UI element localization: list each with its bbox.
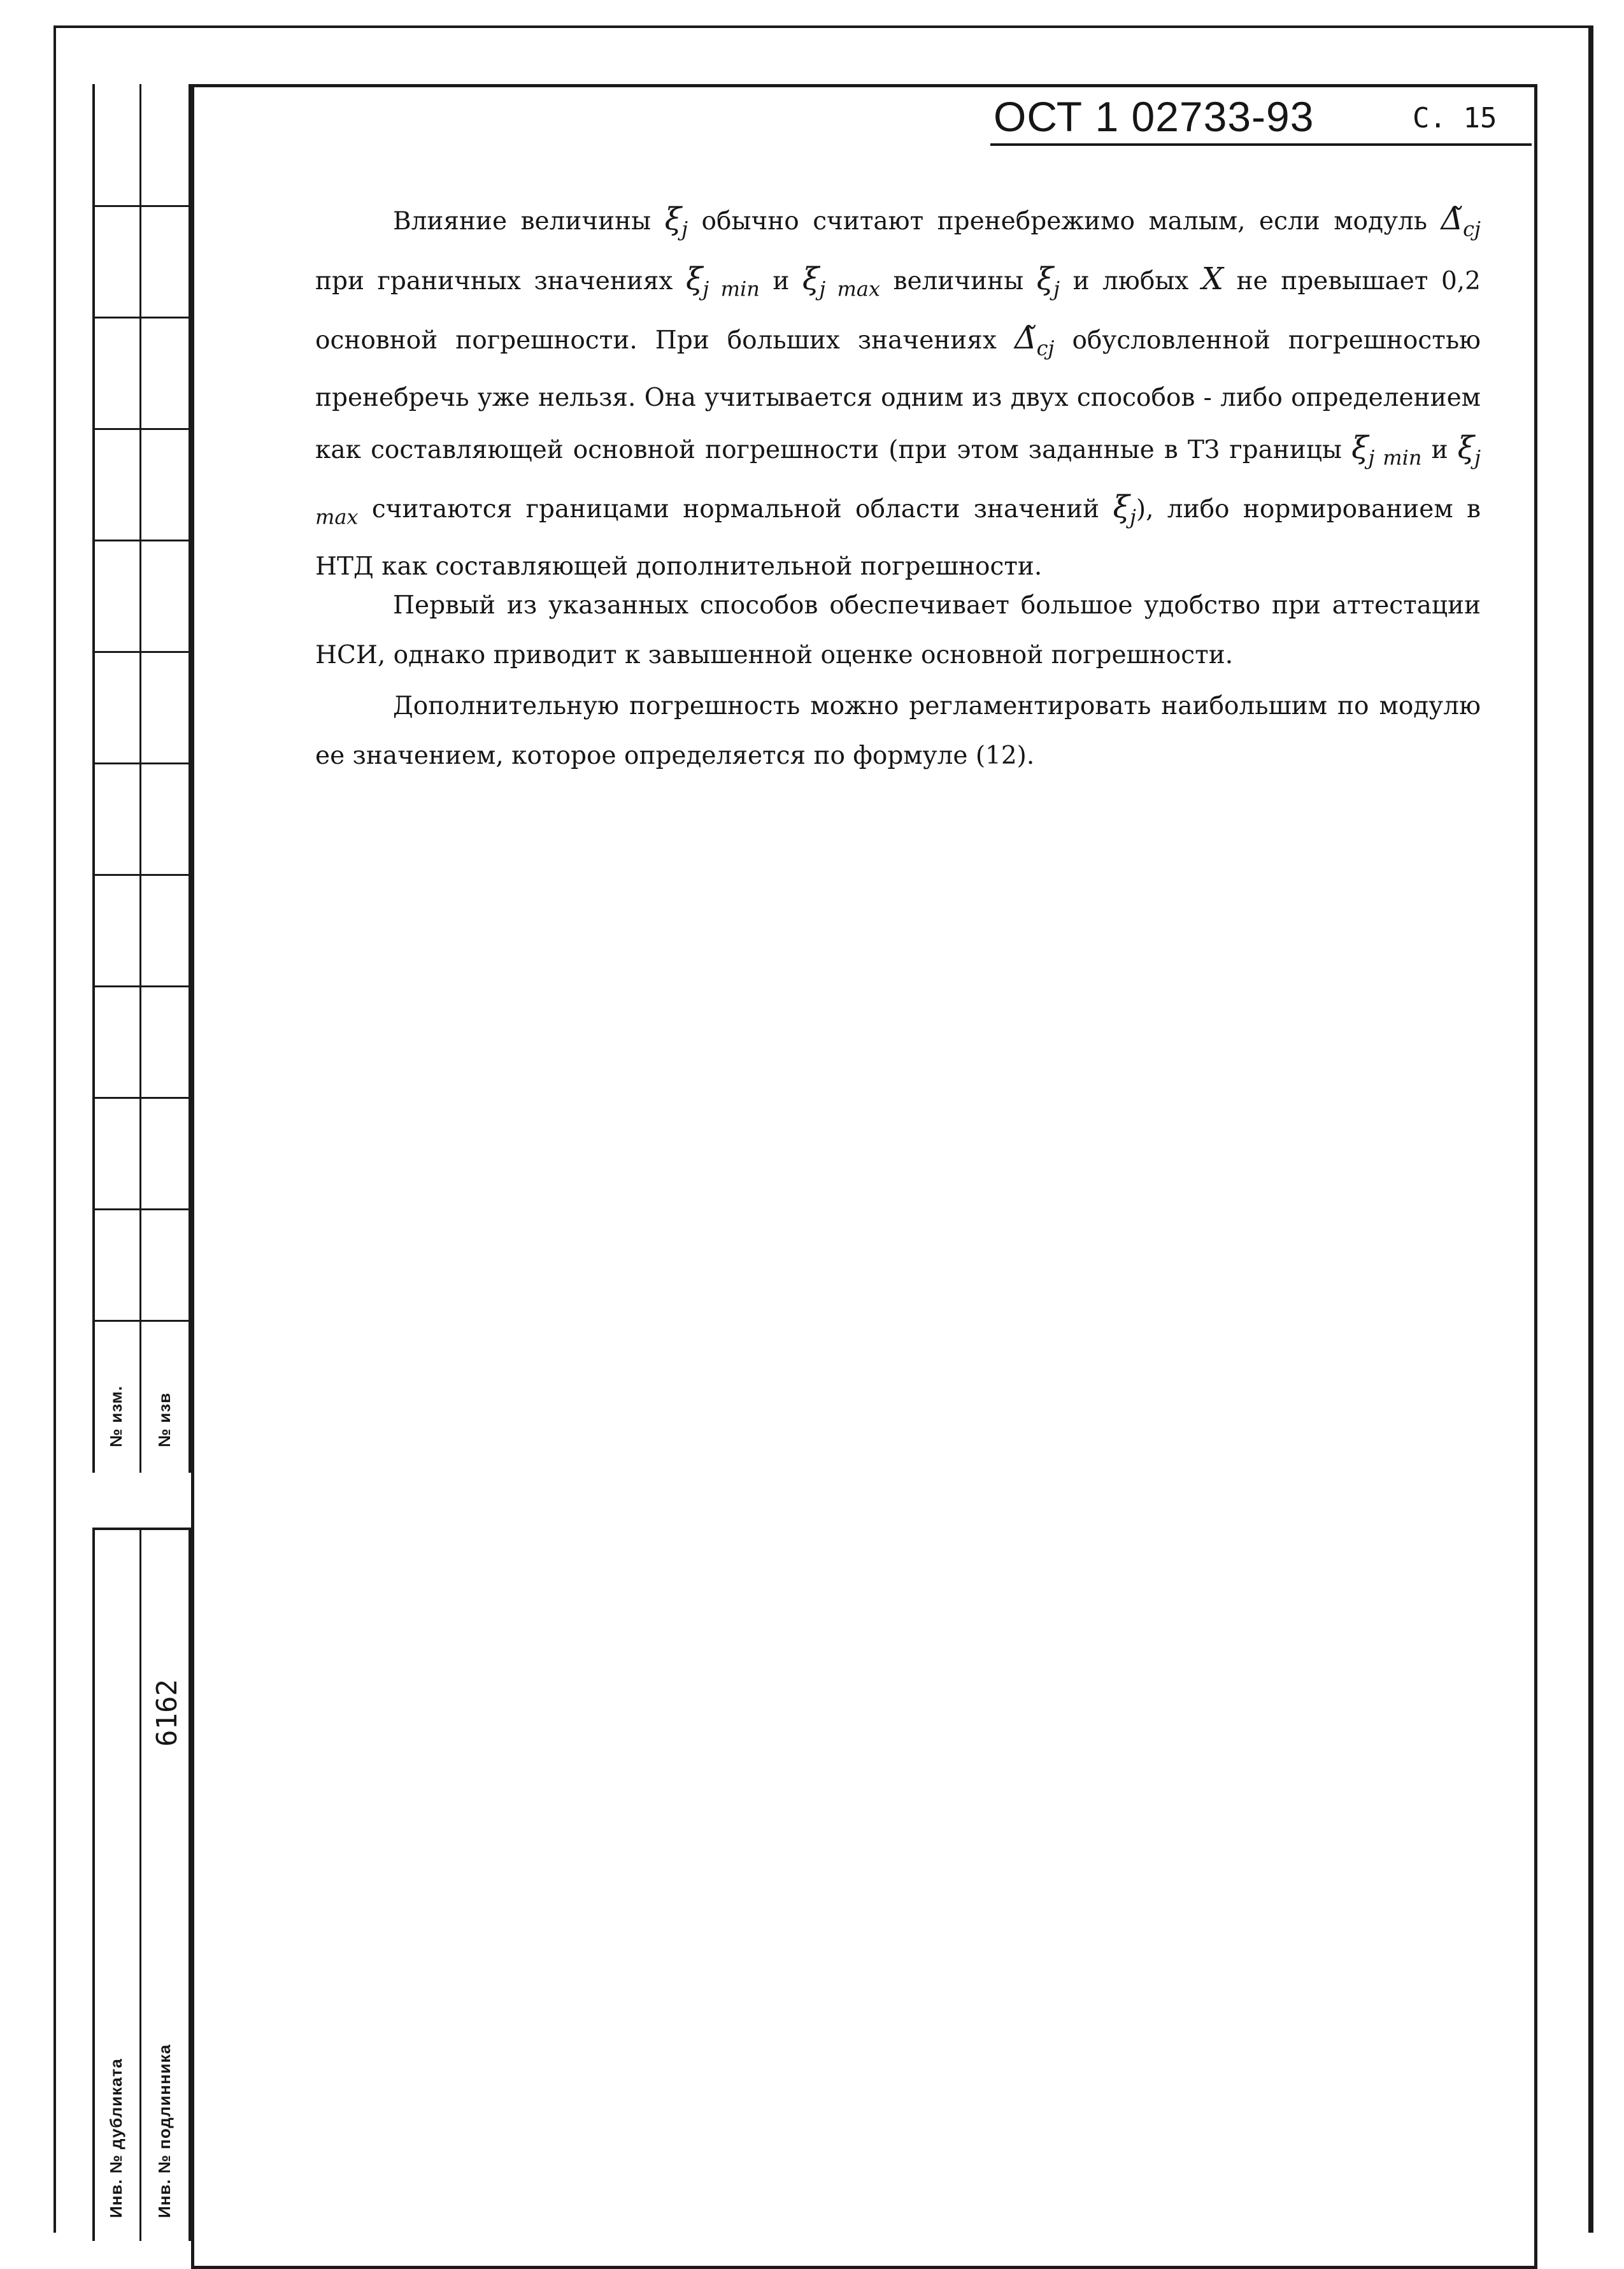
text-run: ), либо нормированием в НТД как составляющей дополнительной погрешности. — [315, 495, 1481, 581]
strip-row-line — [95, 762, 189, 764]
math-xi-min: $\xi_{j min}$ — [685, 261, 760, 301]
math-xi: $\xi_j$ — [1036, 261, 1060, 301]
paragraph-2-text: Первый из указанных способов обеспечивает большое удобство при аттестации НСИ, однако приводит к завышенной оценке основной погрешности. — [315, 591, 1481, 669]
text-run: и — [773, 266, 790, 296]
math-xi-min: $\xi_{j min}$ — [1351, 429, 1422, 470]
math-x: X — [1201, 261, 1224, 297]
text-run: считаются границами нормальной области значений — [371, 495, 1100, 524]
text-run: и любых — [1072, 266, 1189, 296]
document-code: ОСТ 1 02733-93 — [994, 93, 1314, 140]
math-xi: $\xi_j$ — [1113, 489, 1136, 529]
text-run: обусловленной погрешностью пренебречь уже нельзя. Она учитывается одним из двух способов - либо определением как составляющей основной погрешности (при этом заданные в ТЗ границы — [315, 326, 1481, 464]
strip-row-line — [95, 205, 189, 207]
dublikat-label: Инв. № дубликата — [106, 2058, 125, 2218]
text-run: не превышает 0,2 основной погрешности. При больших значениях — [315, 266, 1481, 355]
page-number: С. 15 — [1413, 102, 1497, 134]
text-run: при граничных значениях — [315, 266, 673, 296]
paragraph-3-text: Дополнительную погрешность можно регламентировать наибольшим по модулю ее значением, которое определяется по формуле (12). — [315, 692, 1481, 770]
strip-row-line — [95, 428, 189, 430]
math-delta: $\Deltã_{cj}$ — [1441, 201, 1481, 241]
text-run: величины — [893, 266, 1024, 296]
strip-row-line — [95, 1320, 189, 1322]
strip-row-line — [95, 985, 189, 987]
strip-row-line — [95, 651, 189, 653]
paragraph-3 — [315, 682, 1481, 781]
math-delta: $\Deltã_{cj}$ — [1014, 320, 1055, 361]
side-strip-bottom — [92, 1528, 191, 2241]
izm-label: № изм. — [106, 1385, 125, 1447]
strip-divider — [139, 1530, 141, 2241]
izv-label: № изв — [155, 1392, 174, 1447]
podlinnik-number: 6162 — [151, 1679, 183, 1747]
paragraph-1 — [315, 194, 1481, 592]
math-xi-max: $\xi_{j max}$ — [315, 429, 1481, 529]
podlinnik-label: Инв. № подлинника — [155, 2044, 174, 2218]
header-rule — [990, 143, 1532, 146]
strip-row-line — [95, 540, 189, 541]
math-xi-max: $\xi_{j max}$ — [802, 261, 881, 301]
paragraph-2 — [315, 581, 1481, 680]
strip-row-line — [95, 1097, 189, 1099]
strip-divider — [139, 84, 141, 1473]
strip-row-line — [95, 874, 189, 876]
text-run: обычно считают пренебрежимо малым, если модуль — [701, 207, 1427, 236]
strip-row-line — [95, 317, 189, 319]
text-run: Влияние величины — [393, 207, 652, 236]
strip-row-line — [95, 1208, 189, 1210]
math-xi: $\xi_j$ — [664, 201, 688, 241]
text-run: и — [1431, 435, 1448, 464]
side-strip-top — [92, 84, 191, 1473]
